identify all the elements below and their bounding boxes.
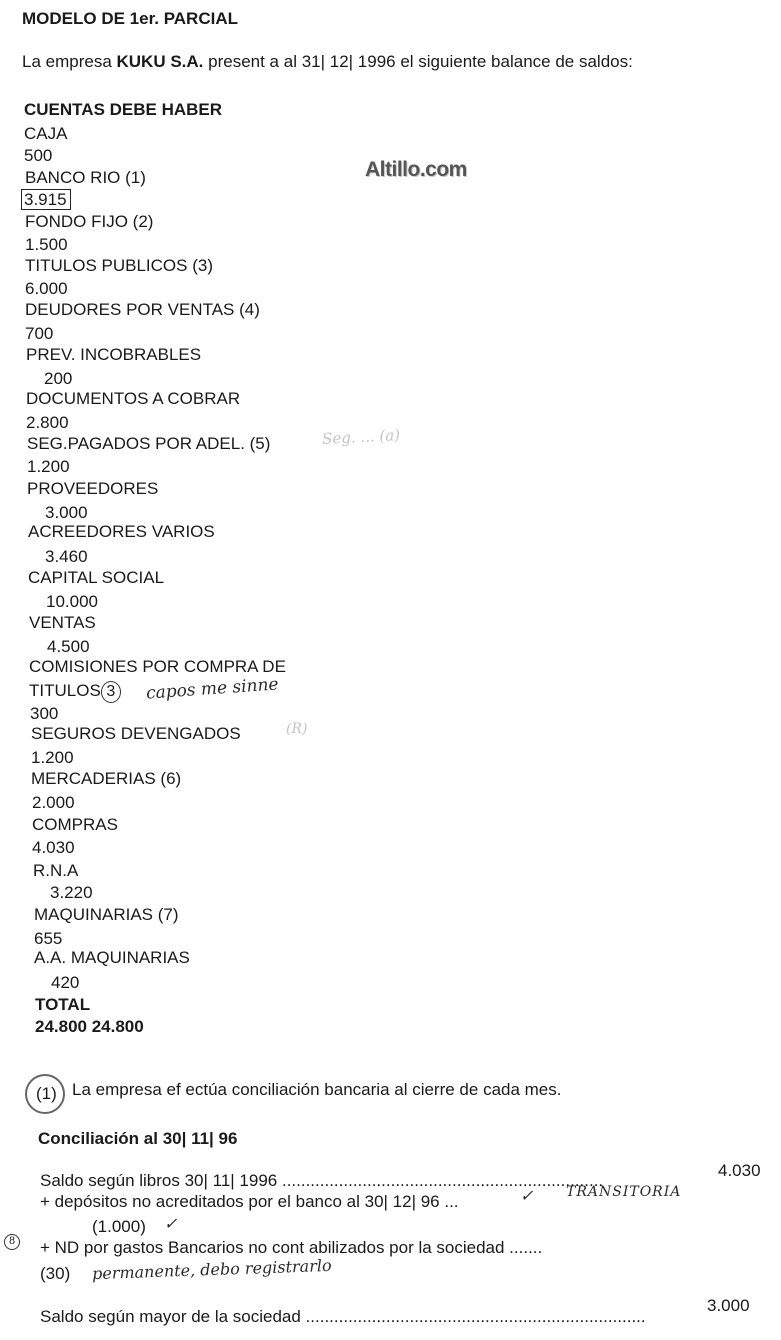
account-amount: 2.800 — [26, 413, 69, 432]
account-name: PROVEEDORES — [27, 479, 159, 498]
account-name: R.N.A — [33, 861, 79, 880]
account-amount: 1.200 — [27, 457, 70, 476]
nd-gastos-value: (30) — [40, 1264, 71, 1283]
account-amount: 500 — [24, 146, 53, 165]
account-name: BANCO RIO (1) — [25, 168, 146, 187]
account-amount: 4.030 — [32, 838, 75, 857]
depositos-value: (1.000) — [92, 1217, 146, 1236]
account-name: SEGUROS DEVENGADOS — [31, 724, 241, 743]
handwritten-permanente: permanente, debo registrarlo — [91, 1255, 332, 1284]
check-mark: ✓ — [164, 1214, 178, 1233]
account-amount: 200 — [44, 369, 73, 388]
company-name: KUKU S.A. — [116, 52, 204, 71]
account-name: FONDO FIJO (2) — [25, 212, 154, 231]
account-amount: 2.000 — [32, 793, 75, 812]
page-title: MODELO DE 1er. PARCIAL — [22, 9, 238, 28]
account-amount: 3.460 — [45, 547, 88, 566]
account-name: MERCADERIAS (6) — [31, 769, 182, 788]
boxed-amount: 3.915 — [21, 189, 71, 210]
balance-column-header: CUENTAS DEBE HABER — [24, 100, 223, 119]
account-name: SEG.PAGADOS POR ADEL. (5) — [27, 434, 271, 453]
account-name: CAJA — [24, 124, 68, 143]
intro-prefix: La empresa — [22, 52, 117, 71]
saldo-libros-line: Saldo según libros 30| 11| 1996 .................................................................... — [40, 1171, 604, 1190]
account-name: TITULOS PUBLICOS (3) — [25, 256, 213, 275]
depositos-line: + depósitos no acreditados por el banco al 30| 12| 96 ... — [40, 1192, 459, 1211]
account-name: DEUDORES POR VENTAS (4) — [25, 300, 260, 319]
margin-circled-number: 8 — [4, 1234, 20, 1250]
intro-suffix: present a al 31| 12| 1996 el siguiente balance de saldos: — [203, 52, 633, 71]
account-name: COMPRAS — [32, 815, 118, 834]
circled-number: 3 — [101, 681, 121, 703]
account-amount: 655 — [34, 929, 63, 948]
handwritten-note-faint: Seg. ... (a) — [321, 425, 401, 449]
saldo-libros-value: 4.030 — [718, 1161, 761, 1180]
account-name: MAQUINARIAS (7) — [34, 905, 179, 924]
conciliacion-title: Conciliación al 30| 11| 96 — [38, 1129, 238, 1148]
account-amount: 10.000 — [46, 592, 98, 611]
account-amount — [25, 190, 71, 210]
account-name: PREV. INCOBRABLES — [26, 345, 202, 364]
check-mark: ✓ — [520, 1186, 534, 1205]
account-amount: 700 — [25, 324, 54, 343]
account-name-cont: TITULOS — [29, 681, 101, 700]
handwritten-note: capos me sinne — [145, 674, 280, 704]
saldo-mayor-line: Saldo según mayor de la sociedad ........................................................................ — [40, 1307, 646, 1326]
account-name: ACREEDORES VARIOS — [28, 522, 215, 541]
account-amount: 420 — [51, 973, 80, 992]
account-amount: 1.200 — [31, 748, 74, 767]
account-amount: 6.000 — [25, 279, 68, 298]
note-text: La empresa ef ectúa conciliación bancaria al cierre de cada mes. — [72, 1080, 562, 1099]
account-amount: 3.220 — [50, 883, 93, 902]
account-name-continued — [29, 681, 121, 703]
note-number: (1) — [36, 1084, 57, 1103]
account-amount: 300 — [30, 704, 59, 723]
watermark-logo: Altillo.com — [365, 158, 467, 181]
account-name: DOCUMENTOS A COBRAR — [26, 389, 241, 408]
total-label: TOTAL — [35, 995, 91, 1014]
account-amount: 1.500 — [25, 235, 68, 254]
account-name: VENTAS — [29, 613, 96, 632]
account-name: CAPITAL SOCIAL — [28, 568, 165, 587]
total-values: 24.800 24.800 — [35, 1017, 144, 1036]
saldo-mayor-value: 3.000 — [707, 1296, 750, 1315]
account-name: A.A. MAQUINARIAS — [34, 948, 190, 967]
handwritten-note-faint: (R) — [286, 721, 308, 737]
account-name: COMISIONES POR COMPRA DE — [29, 657, 286, 676]
intro-paragraph — [22, 52, 633, 72]
handwritten-transitoria: TRANSITORIA — [566, 1184, 682, 1200]
account-amount: 3.000 — [45, 503, 88, 522]
nd-gastos-line: + ND por gastos Bancarios no cont abilizados por la sociedad ....... — [40, 1238, 543, 1257]
account-amount: 4.500 — [47, 637, 90, 656]
